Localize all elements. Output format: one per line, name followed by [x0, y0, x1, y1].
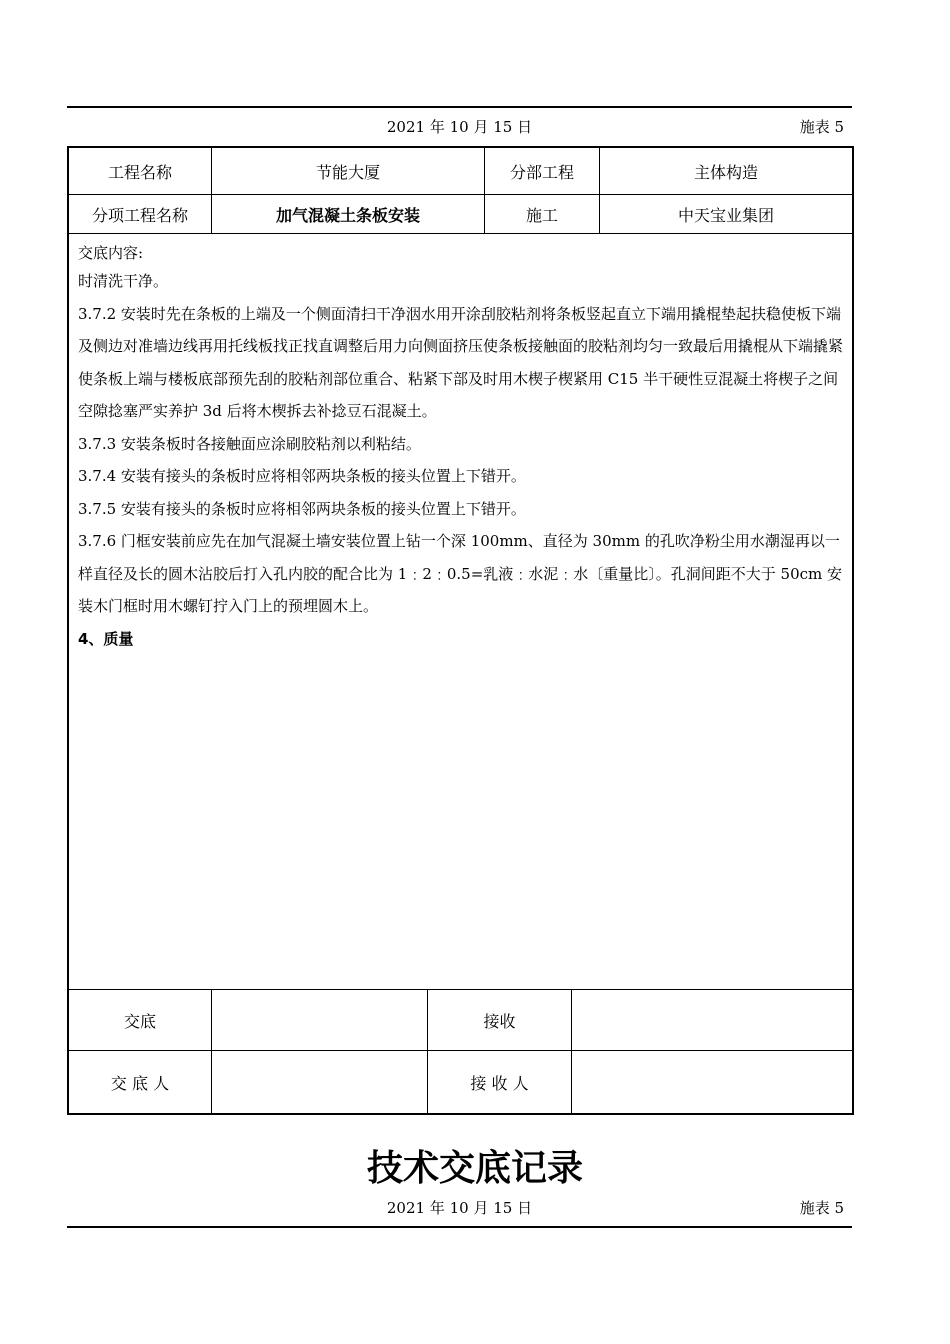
content-paragraph: 3.7.4 安装有接头的条板时应将相邻两块条板的接头位置上下错开。 [78, 467, 526, 485]
division-value: 主体构造 [600, 148, 852, 195]
project-name-label: 工程名称 [69, 148, 212, 195]
receive-signature-field[interactable] [572, 990, 852, 1051]
page-title: 技术交底记录 [366, 1148, 583, 1189]
receive-label: 接收 [428, 990, 572, 1051]
handover-person-field[interactable] [212, 1051, 428, 1113]
content-paragraph: 3.7.2 安装时先在条板的上端及一个侧面清扫干净洇水用开涂刮胶粘剂将条板竖起直立下端用撬棍垫起扶稳使板下端及侧边对准墙边线再用托线板找正找直调整后用力向侧面挤压使条板接触面的胶粘剂均匀一致最后用撬棍从下端撬紧使条板上端与楼板底部预先刮的胶粘剂部位重合、粘紧下部及时用木楔子楔紧用 C15 半干硬性豆混凝土将楔子之间空隙捻塞严实养护 3d 后将木楔拆去补捻豆石混凝土。 [78, 304, 844, 420]
next-form-number: 施表 5 [799, 1199, 844, 1217]
next-record-date: 2021 年 10 月 15 日 [386, 1199, 533, 1217]
handover-person-label: 交 底 人 [69, 1051, 212, 1113]
handover-label: 交底 [69, 990, 212, 1051]
builder-label: 施工 [485, 195, 600, 234]
record-form [67, 146, 854, 1115]
handover-signature-field[interactable] [212, 990, 428, 1051]
division-label: 分部工程 [485, 148, 600, 195]
item-name-label: 分项工程名称 [69, 195, 212, 234]
bottom-rule [67, 1226, 852, 1228]
content-paragraph: 3.7.6 门框安装前应先在加气混凝土墙安装位置上钻一个深 100mm、直径为 30mm 的孔吹净粉尘用水潮湿再以一样直径及长的圆木沾胶后打入孔内胶的配合比为 1﹕2﹕0.5=乳液﹕水泥﹕水〔重量比〕。孔洞间距不大于 50cm 安装木门框时用木螺钉拧入门上的预埋圆木上。 [78, 532, 843, 615]
top-rule [67, 106, 852, 108]
handover-content [69, 234, 852, 990]
content-label: 交底内容: [78, 244, 144, 262]
record-date: 2021 年 10 月 15 日 [386, 118, 533, 136]
next-page-meta [67, 1197, 852, 1219]
header-meta [67, 116, 852, 138]
item-name-value: 加气混凝土条板安装 [212, 195, 485, 234]
section-heading: 4、质量 [78, 629, 134, 648]
content-paragraph: 3.7.3 安装条板时各接触面应涂刷胶粘剂以利粘结。 [78, 434, 421, 453]
content-paragraph: 3.7.5 安装有接头的条板时应将相邻两块条板的接头位置上下错开。 [78, 499, 526, 518]
receive-person-field[interactable] [572, 1051, 852, 1113]
form-number: 施表 5 [799, 118, 844, 136]
project-name-value: 节能大厦 [212, 148, 485, 195]
content-paragraph: 时清洗干净。 [78, 272, 169, 290]
builder-value: 中天宝业集团 [600, 195, 852, 234]
receive-person-label: 接 收 人 [428, 1051, 572, 1113]
